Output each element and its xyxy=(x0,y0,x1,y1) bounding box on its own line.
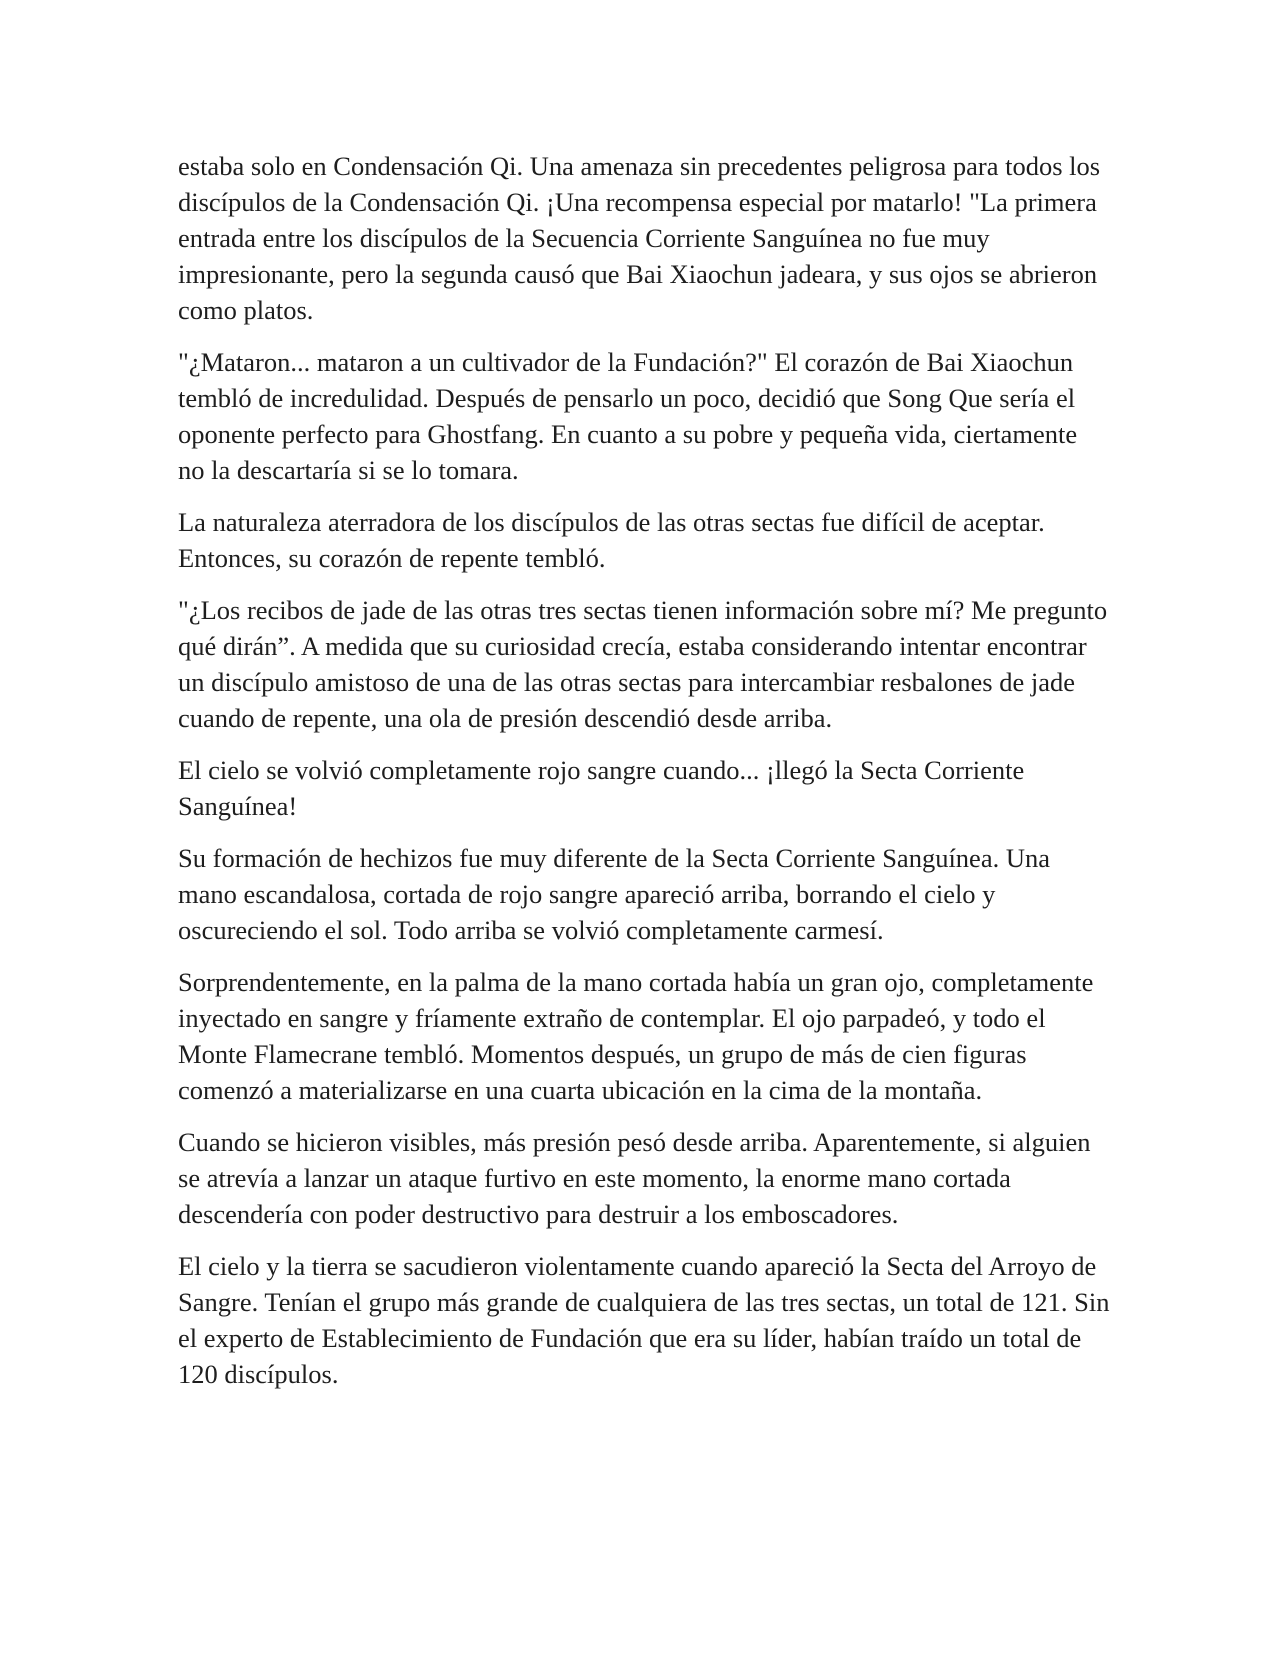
paragraph-2: "¿Mataron... mataron a un cultivador de la Fundación?" El corazón de Bai Xiaochun tembló de incredulidad. Después de pensarlo un poco, decidió que Song Que sería el oponente perfecto para Ghostfang. En cuanto a su pobre y pequeña vida, ciertamente no la descartaría si se lo tomara. xyxy=(178,347,1078,485)
paragraph-3: La naturaleza aterradora de los discípulos de las otras sectas fue difícil de aceptar. Entonces, su corazón de repente tembló. xyxy=(178,507,1045,573)
paragraph-1: estaba solo en Condensación Qi. Una amenaza sin precedentes peligrosa para todos los discípulos de la Condensación Qi. ¡Una recompensa especial por matarlo! "La primera entrada entre los discípulos de la Secuencia Corriente Sanguínea no fue muy impresionante, pero la segunda causó que Bai Xiaochun jadeara, y sus ojos se abrieron como platos. xyxy=(178,151,1101,325)
paragraph-8: Cuando se hicieron visibles, más presión pesó desde arriba. Aparentemente, si alguien se atrevía a lanzar un ataque furtivo en este momento, la enorme mano cortada descendería con poder destructivo para destruir a los emboscadores. xyxy=(178,1127,1091,1229)
text-body xyxy=(178,148,1110,1408)
paragraph-7: Sorprendentemente, en la palma de la mano cortada había un gran ojo, completamente inyectado en sangre y fríamente extraño de contemplar. El ojo parpadeó, y todo el Monte Flamecrane tembló. Momentos después, un grupo de más de cien figuras comenzó a materializarse en una cuarta ubicación en la cima de la montaña. xyxy=(178,967,1094,1105)
paragraph-4: "¿Los recibos de jade de las otras tres sectas tienen información sobre mí? Me pregunto qué dirán”. A medida que su curiosidad crecía, estaba considerando intentar encontrar un discípulo amistoso de una de las otras sectas para intercambiar resbalones de jade cuando de repente, una ola de presión descendió desde arriba. xyxy=(178,595,1108,733)
paragraph-6: Su formación de hechizos fue muy diferente de la Secta Corriente Sanguínea. Una mano escandalosa, cortada de rojo sangre apareció arriba, borrando el cielo y oscureciendo el sol. Todo arriba se volvió completamente carmesí. xyxy=(178,843,1050,945)
paragraph-9: El cielo y la tierra se sacudieron violentamente cuando apareció la Secta del Arroyo de Sangre. Tenían el grupo más grande de cualquiera de las tres sectas, un total de 121. Sin el experto de Establecimiento de Fundación que era su líder, habían traído un total de 120 discípulos. xyxy=(178,1251,1110,1389)
paragraph-5: El cielo se volvió completamente rojo sangre cuando... ¡llegó la Secta Corriente Sanguínea! xyxy=(178,755,1025,821)
